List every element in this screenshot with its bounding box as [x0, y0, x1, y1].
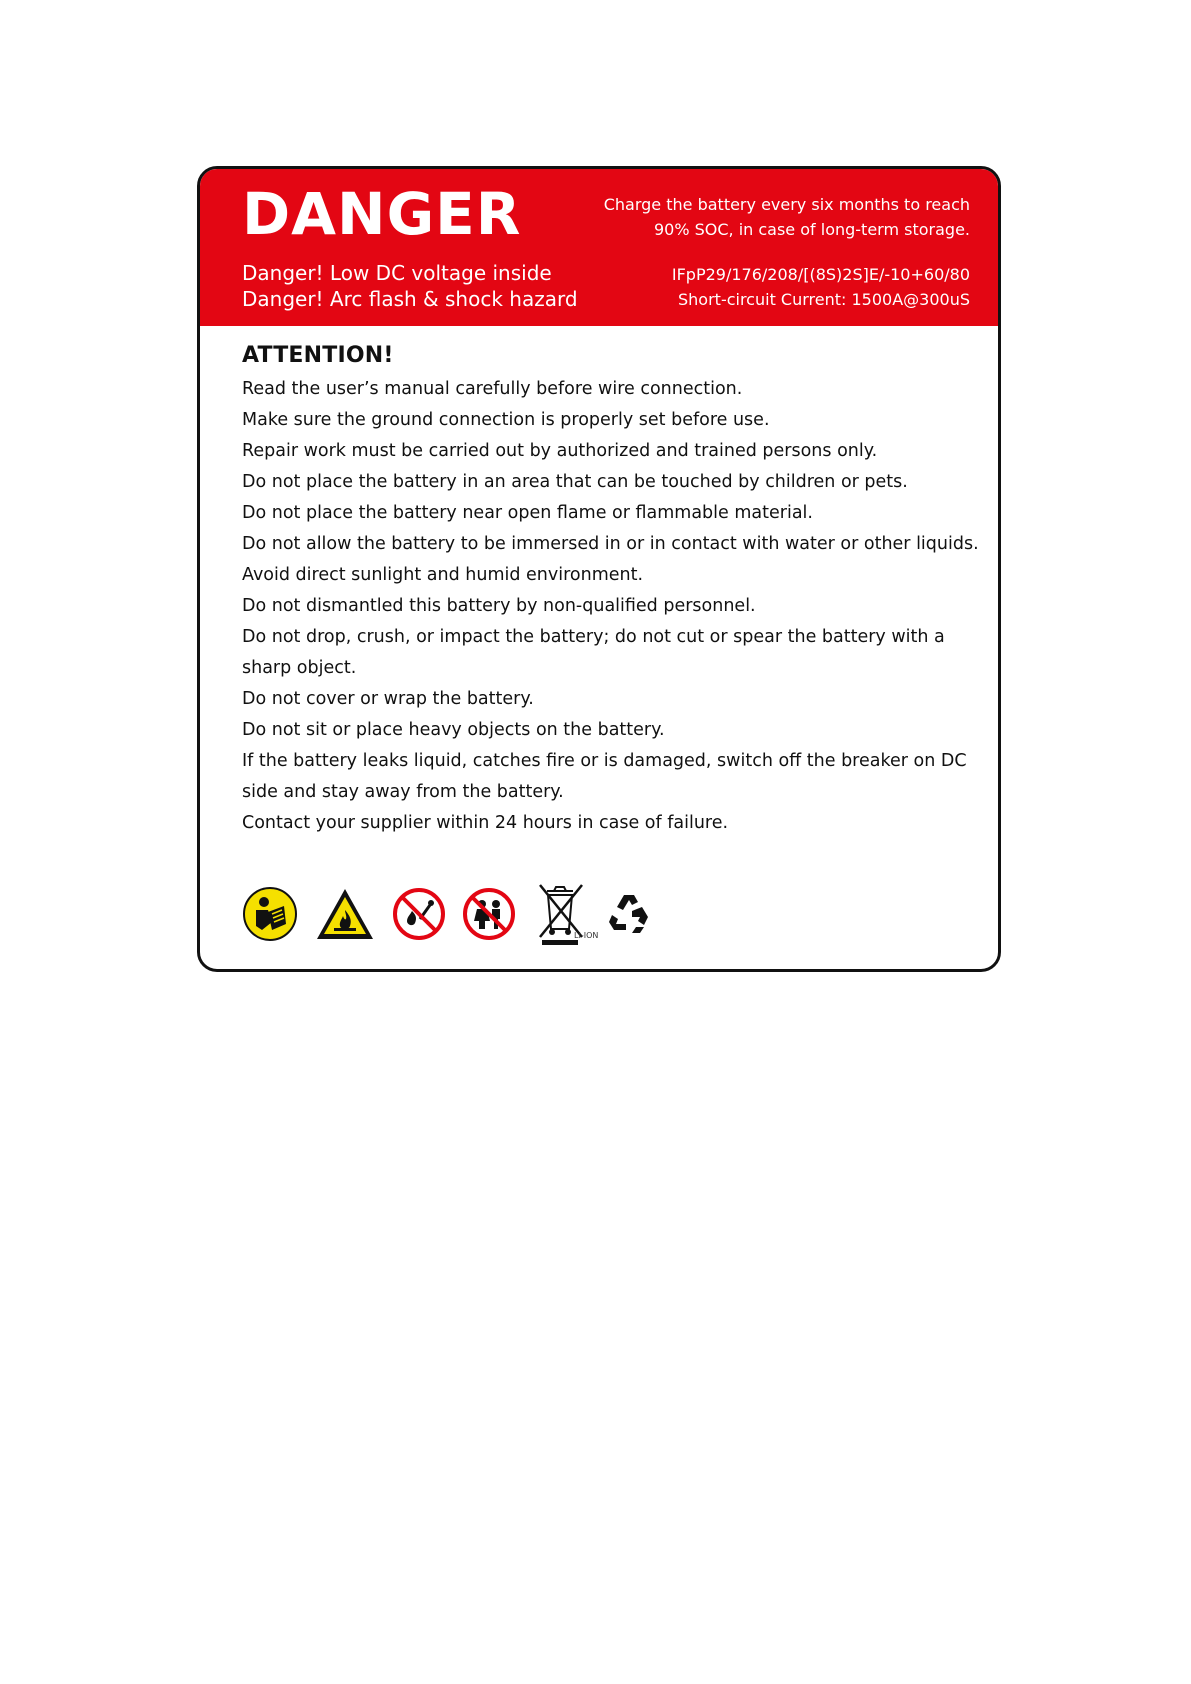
attention-item: Do not cover or wrap the battery. — [242, 689, 534, 709]
attention-item: Do not place the battery in an area that can be touched by children or pets. — [242, 472, 908, 492]
model-code: IFpP29/176/208/[(8S)2S]E/-10+60/80 — [671, 265, 970, 284]
attention-heading: ATTENTION! — [242, 343, 394, 368]
attention-list — [242, 374, 982, 839]
attention-item: Contact your supplier within 24 hours in case of failure. — [242, 813, 729, 833]
attention-item: Read the user’s manual carefully before wire connection. — [242, 379, 743, 399]
danger-title: DANGER — [242, 180, 522, 248]
recycle-label: LI-ION — [574, 931, 599, 940]
attention-item: Do not dismantled this battery by non-qualified personnel. — [242, 596, 756, 616]
attention-item: Do not place the battery near open flame or flammable material. — [242, 503, 813, 523]
short-circuit-current: Short-circuit Current: 1500A@300uS — [678, 290, 970, 309]
attention-item: Do not drop, crush, or impact the battery; do not cut or spear the battery with a sharp object. — [242, 627, 945, 678]
flammable-warning-icon — [314, 886, 376, 942]
attention-item: Avoid direct sunlight and humid environment. — [242, 565, 644, 585]
safety-icons-row — [242, 881, 670, 947]
storage-note-line1: Charge the battery every six months to reach — [603, 195, 970, 214]
read-manual-icon — [242, 886, 298, 942]
recycle-icon — [604, 889, 654, 939]
warning-low-voltage: Danger! Low DC voltage inside — [242, 261, 552, 285]
storage-note-line2: 90% SOC, in case of long-term storage. — [653, 220, 970, 239]
warning-label — [197, 166, 1001, 972]
attention-item: Make sure the ground connection is properly set before use. — [242, 410, 770, 430]
attention-item: Repair work must be carried out by authorized and trained persons only. — [242, 441, 878, 461]
attention-item: If the battery leaks liquid, catches fire or is damaged, switch off the breaker on DC side and stay away from the battery. — [242, 751, 967, 802]
attention-item: Do not allow the battery to be immersed in or in contact with water or other liquids. — [242, 534, 979, 554]
warning-arc-flash: Danger! Arc flash & shock hazard — [242, 287, 578, 311]
keep-away-from-children-icon — [462, 887, 516, 941]
danger-header — [200, 169, 998, 326]
no-open-flame-icon — [392, 887, 446, 941]
attention-item: Do not sit or place heavy objects on the battery. — [242, 720, 665, 740]
